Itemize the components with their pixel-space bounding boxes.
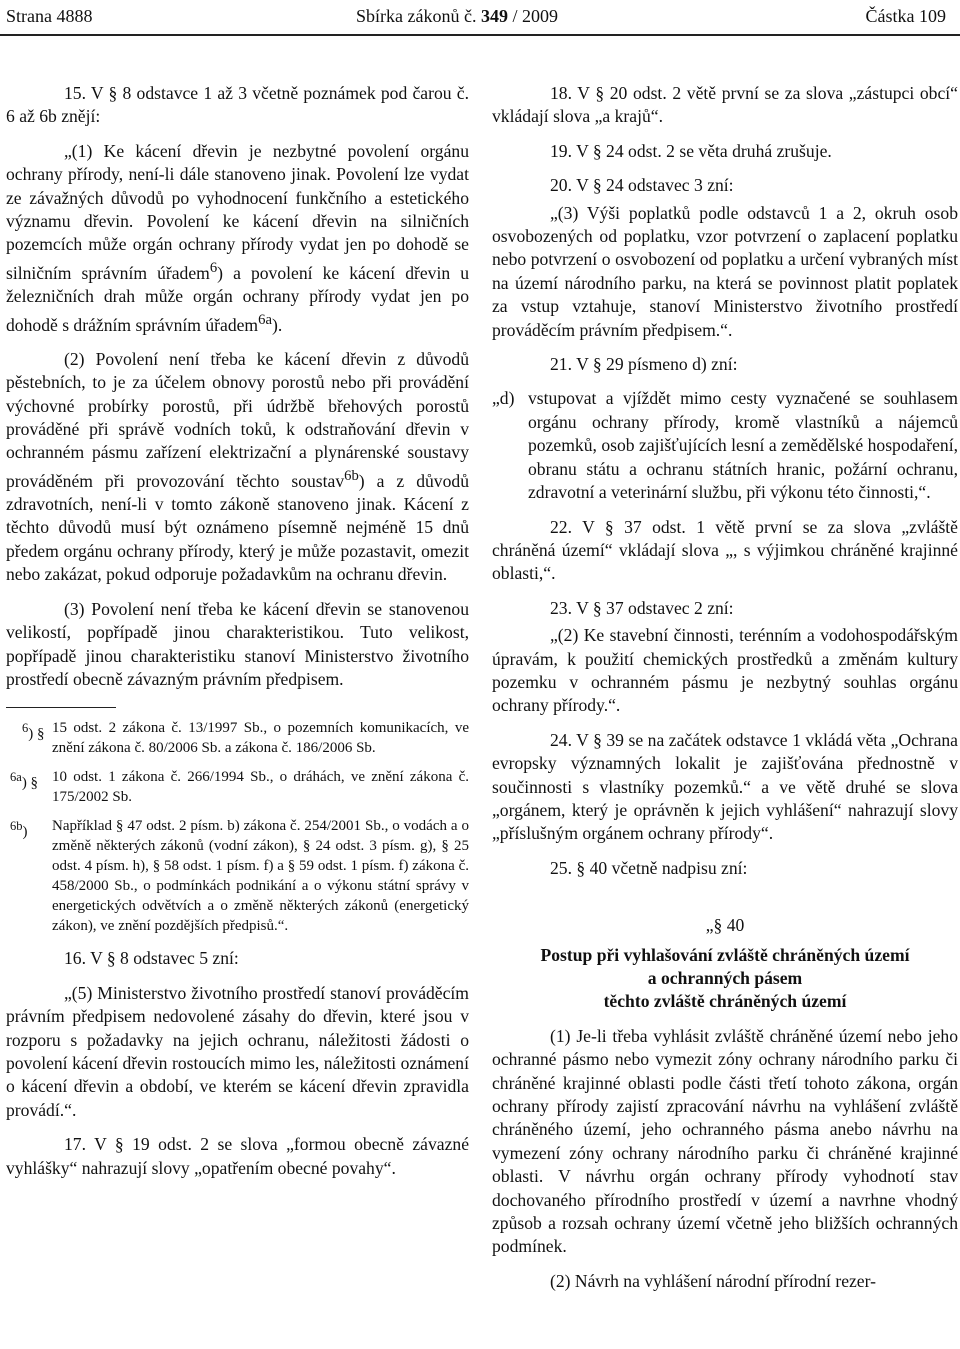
amendment-20-intro: 20. V § 24 odstavec 3 zní: xyxy=(550,175,734,196)
section-heading-line-2: a ochranných pásem xyxy=(647,968,803,988)
paragraph-24-3: „(3) Výši poplatků podle odstavců 1 a 2, okruh osob osvobozených od poplatku, vzor potvrzení o zaplacení poplatku nebo potvrzení o osvobození od poplatku a určení vybraných míst na území národního parku, na která se povinnost platit poplatek za vstup vztahuje, stanoví Ministerstvo životního prostředí prováděcím právním předpisem.“. xyxy=(492,202,958,340)
collection-title: Sbírka zákonů č. 349 / 2009 xyxy=(356,6,558,26)
amendment-23-intro: 23. V § 37 odstavec 2 zní: xyxy=(550,597,734,618)
footnote-rule xyxy=(6,707,116,708)
header-rule xyxy=(0,34,960,36)
part-number: Částka 109 xyxy=(865,6,946,26)
paragraph-40-2: (2) Návrh na vyhlášení národní přírodní rezer- xyxy=(550,1270,876,1291)
section-mark: „§ 40 xyxy=(705,915,745,936)
footnote-ref-6a: 6a xyxy=(258,311,272,328)
amendment-16-intro: 16. V § 8 odstavec 5 zní: xyxy=(64,948,239,969)
paragraph-8-1: „(1) Ke kácení dřevin je nezbytné povolení orgánu ochrany přírody, není-li dále stanoveno jinak. Povolení lze vydat ze závažných důvodů po vyhodnocení funkčního a estetického významu dřevin. Povolení ke kácení dřevin na silničních pozemcích může orgán ochrany přírody vydat jen po dohodě se silničním správním úřadem$^6$) a povolení ke kácení dřevin u železničních drah může orgán ochrany přírody vydat jen po dohodě s drážním správním úřadem$^{6a}$). xyxy=(6,140,469,335)
paragraph-37-2: „(2) Ke stavební činnosti, terénním a vodohospodářským úpravám, k použití chemických prostředků a změnám kultury pozemku v ochranném pásmu je nezbytný souhlas orgánu ochrany přírody.“. xyxy=(492,625,958,716)
footnote-ref-6: 6 xyxy=(209,259,218,276)
letter-d-item: „d) vstupovat a vjíždět mimo cesty vyznačené se souhlasem orgánu ochrany přírody, kromě vlastníků a nájemců pozemků, osob zajišťujících lesní a zemědělské hospodaření, obranu státu a ochranu státních hranic, požární ochranu, zdravotní a veterinární službu, při výkonu této činnosti,“. xyxy=(492,388,958,503)
footnote: $^{6a}$) § 10 odst. 1 zákona č. 266/1994 Sb., o dráhách, ve znění zákona č. 175/2002 Sb. xyxy=(10,769,469,806)
footnote: $^6$) § 15 odst. 2 zákona č. 13/1997 Sb., o pozemních komunikacích, ve znění zákona č. 80/2006 Sb. a zákona č. 186/2006 Sb. xyxy=(22,720,469,757)
right-column xyxy=(492,82,958,1293)
letter-d-mark: „d) xyxy=(492,388,515,409)
collection-number: 349 xyxy=(480,6,508,26)
page-number: Strana 4888 xyxy=(6,6,93,26)
amendment-17: 17. V § 19 odst. 2 se slova „formou obecně závazné vyhlášky“ nahrazují slovy „opatřením obecné povahy“. xyxy=(6,1134,469,1178)
section-heading-line-1: Postup při vyhlašování zvláště chráněných území xyxy=(540,944,910,965)
left-column xyxy=(6,82,469,1180)
amendment-18: 18. V § 20 odst. 2 větě první se za slova „zástupci obcí“ vkládají slova „a krajů“. xyxy=(492,83,958,127)
page-header xyxy=(0,0,960,33)
paragraph-8-5: „(5) Ministerstvo životního prostředí stanoví prováděcím právním předpisem nedovolené zásahy do dřevin, které jsou v rozporu s požadavky na jejich ochranu, náležitosti žádosti o povolení kácení dřevin rostoucích mimo les, náležitosti oznámení o kácení dřevin a období, ve kterém se kácení dřevin zpravidla provádí.“. xyxy=(6,982,469,1120)
footnote: $^{6b}$) Například § 47 odst. 2 písm. b) zákona č. 254/2001 Sb., o vodách a o změně některých zákonů (vodní zákon), § 24 odst. 3 písm. g), § 25 odst. 4 písm. h), § 58 odst. 1 písm. f) a § 59 odst. 1 písm. f) zákona č. 458/2000 Sb., o podmínkách podnikání a o výkonu státní správy v energetických odvětvích a o změně některých zákonů (energetický zákon), ve znění pozdějších předpisů.“. xyxy=(10,818,469,935)
amendment-22: 22. V § 37 odst. 1 větě první se za slova „zvláště chráněná území“ vkládají slova „, s výjimkou chráněné krajinné oblasti,“. xyxy=(492,516,958,584)
amendment-21-intro: 21. V § 29 písmeno d) zní: xyxy=(550,354,738,375)
paragraph-40-1: (1) Je-li třeba vyhlásit zvláště chráněné území nebo jeho ochranné pásmo nebo vymezit zóny ochrany národního parku či chráněné krajinné oblasti podle části třetí tohoto zákona, orgán ochrany přírody zajistí zpracování návrhu na vyhlášení zvláště chráněného území, jeho ochranného pásma anebo návrhu na vymezení zóny ochrany národního parku či chráněné krajinné oblasti. V návrhu orgán ochrany přírody vyhodnotí stav dochovaného přírodního prostředí v území a navrhne vhodný způsob a rozsah ochrany území včetně jeho bližších ochranných podmínek. xyxy=(492,1025,958,1257)
footnote-ref-6b: 6b xyxy=(344,467,359,484)
section-heading-line-3: těchto zvláště chráněných území xyxy=(603,991,847,1012)
paragraph-8-3: (3) Povolení není třeba ke kácení dřevin se stanovenou velikostí, popřípadě jinou charakteristikou. Tuto velikost, popřípadě jinou charakteristiku stanoví Ministerstvo životního prostředí obecně závazným právním předpisem. xyxy=(6,598,469,689)
amendment-25-intro: 25. § 40 včetně nadpisu zní: xyxy=(550,857,748,878)
amendment-19: 19. V § 24 odst. 2 se věta druhá zrušuje. xyxy=(550,140,832,161)
paragraph-8-2: (2) Povolení není třeba ke kácení dřevin z důvodů pěstebních, to je za účelem obnovy porostů nebo při provádění výchovné probírky porostů, při údržbě břehových porostů prováděné při správě vodních toků, k odstraňování dřevin v ochranném pásmu zařízení elektrizační a plynárenské soustavy prováděném při provozování těchto soustav$^{6b}$) a z důvodů zdravotních, není-li v tomto zákoně stanoveno jinak. Kácení z těchto důvodů musí být oznámeno písemně nejméně 15 dnů předem orgánu ochrany přírody, který je může pozastavit, omezit nebo zakázat, pokud odporuje požadavkům na ochranu dřevin. xyxy=(6,348,469,585)
amendment-15-intro: 15. V § 8 odstavce 1 až 3 včetně poznámek pod čarou č. 6 až 6b znějí: xyxy=(6,83,469,127)
amendment-24: 24. V § 39 se na začátek odstavce 1 vkládá věta „Ochrana evropsky významných lokalit je zajišťována přednostně v součinnosti s vlastníky pozemků.“ a ve větě druhé se slova „orgánem, který je oprávněn k jejich vyhlášení“ nahrazují slovy „příslušným orgánem ochrany přírody“. xyxy=(492,729,958,844)
